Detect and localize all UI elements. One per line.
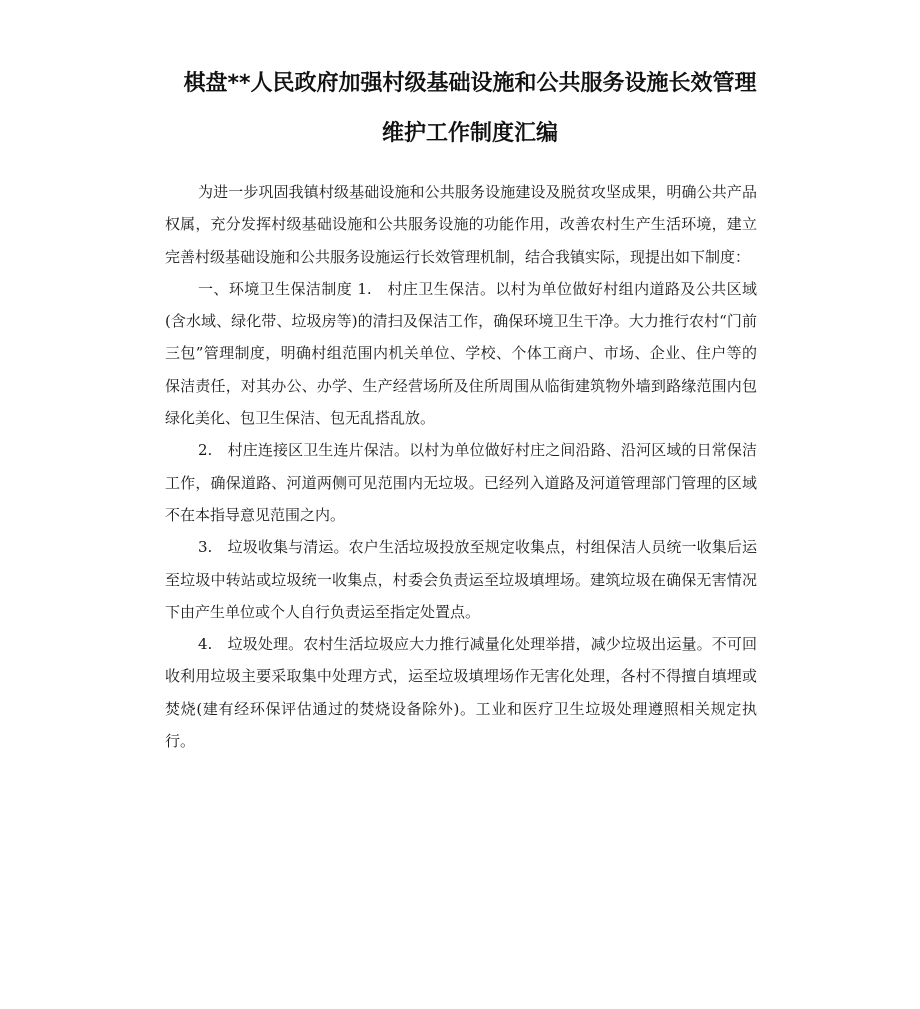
paragraph-item-4: 4. 垃圾处理。农村生活垃圾应大力推行减量化处理举措，减少垃圾出运量。不可回收利用垃圾主要采取集中处理方式，运至垃圾填埋场作无害化处理，各村不得擅自填埋或焚烧(建有经环保评估通过的焚烧设备除外)。工业和医疗卫生垃圾处理遵照相关规定执行。 — [165, 635, 757, 751]
paragraph-intro: 为进一步巩固我镇村级基础设施和公共服务设施建设及脱贫攻坚成果，明确公共产品权属，充分发挥村级基础设施和公共服务设施的功能作用，改善农村生产生活环境，建立完善村级基础设施和公共服务设施运行长效管理机制，结合我镇实际，现提出如下制度： — [165, 183, 757, 266]
document-title-line-1: 棋盘**人民政府加强村级基础设施和公共服务设施长效管理 — [183, 71, 757, 96]
document-body — [165, 176, 757, 757]
document-title-line-2: 维护工作制度汇编 — [381, 121, 558, 146]
paragraph-item-3: 3. 垃圾收集与清运。农户生活垃圾投放至规定收集点，村组保洁人员统一收集后运至垃圾中转站或垃圾统一收集点，村委会负责运至垃圾填埋场。建筑垃圾在确保无害情况下由产生单位或个人自行负责运至指定处置点。 — [165, 538, 757, 621]
paragraph-item-2: 2. 村庄连接区卫生连片保洁。以村为单位做好村庄之间沿路、沿河区域的日常保洁工作，确保道路、河道两侧可见范围内无垃圾。已经列入道路及河道管理部门管理的区域不在本指导意见范围之内。 — [165, 441, 757, 524]
paragraph-section-1-item-1: 一、环境卫生保洁制度 1. 村庄卫生保洁。以村为单位做好村组内道路及公共区域(含水域、绿化带、垃圾房等)的清扫及保洁工作，确保环境卫生干净。大力推行农村“门前三包”管理制度，明确村组范围内机关单位、学校、个体工商户、市场、企业、住户等的保洁责任，对其办公、办学、生产经营场所及住所周围从临街建筑物外墙到路缘范围内包绿化美化、包卫生保洁、包无乱搭乱放。 — [165, 279, 757, 428]
